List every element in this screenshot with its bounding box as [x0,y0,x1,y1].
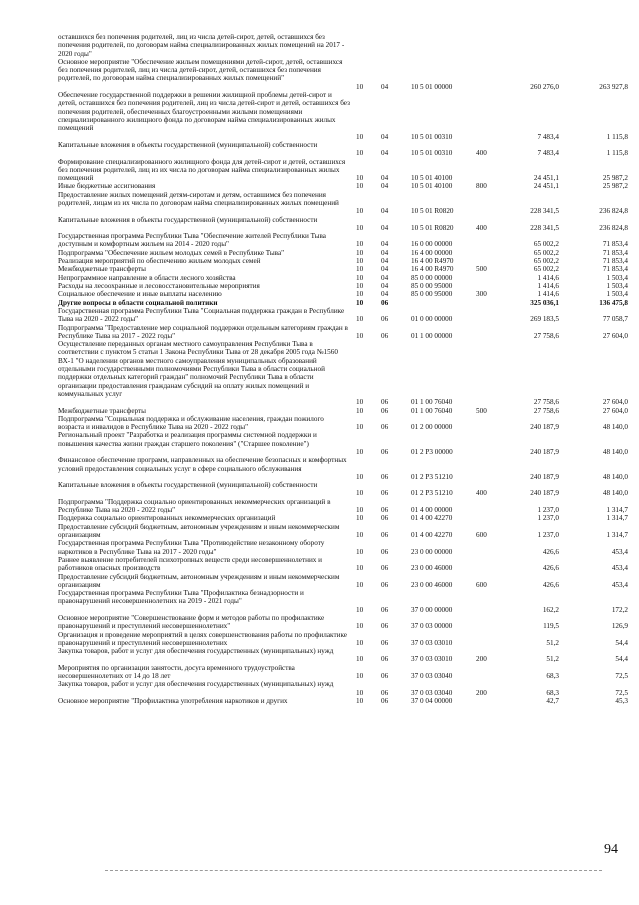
row-name: Другие вопросы в области социальной политики [58,298,218,307]
table-row [0,340,639,406]
row-subsection: 06 [381,406,389,415]
row-name: Предоставление жилых помещений детям-сиротам и детям, оставшимся без попечения родителей, лицам из их числа по договорам найма специализированных жилых помещений [58,190,339,207]
row-section: 10 [356,315,364,324]
row-amount-year1: 27 758,6 [533,406,559,415]
row-section: 10 [356,530,364,539]
row-name: Финансовое обеспечение программ, направленных на обеспечение безопасных и комфортных условий предоставления социальных услуг в сфере социального обслуживания [58,456,347,473]
row-name: Подпрограмма "Поддержка социально ориентированных некоммерческих организаций в Республике Тыва на 2020 - 2022 годы" [58,497,331,515]
row-section: 10 [356,257,364,266]
row-name: Поддержка социально ориентированных некоммерческих организаций [58,514,276,523]
row-amount-year1: 1 237,0 [537,514,559,523]
row-amount-year2: 48 140,0 [602,447,628,456]
row-amount-year1: 7 483,4 [537,132,559,141]
row-name: Государственная программа Республики Тыва "Социальная поддержка граждан в Республике Тыва на 2020 - 2022 годы" [58,306,345,324]
row-section: 10 [356,223,364,232]
row-amount-year1: 27 758,6 [533,331,559,340]
row-expense-type: 200 [476,655,487,664]
row-amount-year1: 426,6 [542,580,559,589]
row-amount-year2: 54,4 [615,655,628,664]
row-section: 10 [356,174,364,183]
row-section: 10 [356,622,364,631]
row-subsection: 06 [381,506,389,515]
row-expense-type: 400 [476,489,487,498]
row-section: 10 [356,447,364,456]
row-subsection: 06 [381,672,389,681]
row-subsection: 06 [381,398,389,407]
row-target-article: 23 0 00 46000 [411,564,453,573]
row-target-article: 01 2 P3 00000 [411,447,453,456]
row-subsection: 06 [381,315,389,324]
row-amount-year2: 1 503,4 [606,273,628,282]
table-row [0,556,639,573]
row-name: Основное мероприятие "Профилактика употребления наркотиков и других [58,697,288,705]
table-row [0,216,639,233]
row-amount-year1: 65 002,2 [533,257,559,266]
row-subsection: 04 [381,223,389,232]
row-amount-year1: 68,3 [546,688,559,697]
row-target-article: 16 4 00 R4970 [411,257,454,266]
row-subsection: 06 [381,530,389,539]
row-amount-year2: 71 853,4 [602,257,628,266]
table-row [0,232,639,249]
row-subsection: 06 [381,472,389,481]
row-subsection: 04 [381,282,389,290]
row-subsection: 06 [381,331,389,340]
row-name: Закупка товаров, работ и услуг для обеспечения государственных (муниципальных) нужд [58,647,334,656]
table-row [0,249,639,257]
table-row [0,265,639,273]
row-subsection: 04 [381,82,389,91]
row-target-article: 37 0 03 03040 [411,672,453,681]
row-amount-year1: 42,7 [546,697,559,705]
row-subsection: 04 [381,273,389,282]
row-name: Социальное обеспечение и иные выплаты населению [58,290,222,299]
row-amount-year2: 453,4 [611,580,628,589]
row-expense-type: 500 [476,265,487,274]
row-amount-year1: 65 002,2 [533,240,559,249]
row-subsection: 06 [381,547,389,556]
row-target-article: 23 0 00 46000 [411,580,453,589]
row-name: Осуществление переданных органам местного самоуправления Республики Тыва в соответствии с пунктом 5 статьи 1 Закона Республики Тыва от 28 декабря 2005 года №1560 ВХ-1 "О наделении органов местного самоуправления муниципальных образований отдельными государственными полномочиями Республики Тыва в области социальной поддержки отдельных категорий граждан" полномочий Республики Тыва в области организации предоставления гражданам субсидий на оплату жилых помещений и коммунальных услуг [58,340,338,398]
table-row [0,631,639,648]
row-target-article: 10 5 01 R0820 [411,223,454,232]
row-section: 10 [356,149,364,158]
row-target-article: 85 0 00 00000 [411,273,453,282]
row-name: Подпрограмма "Социальная поддержка и обслуживание населения, граждан пожилого возраста и инвалидов в Республике Тыва на 2020 - 2022 годы" [58,414,324,432]
row-section: 10 [356,273,364,282]
row-amount-year2: 236 824,8 [599,207,628,216]
row-section: 10 [356,207,364,216]
row-target-article: 10 5 01 R0820 [411,207,454,216]
row-name: Обеспечение государственной поддержки в решении жилищной проблемы детей-сирот и детей, оставшихся без попечения родителей, лиц из числа детей-сирот и детей, оставшихся без попечения родителей, обеспеченных благоустроенными жилыми помещениями специализированного жилищного фонда по договорам найма специализированных жилых помещений [58,91,350,133]
row-name: Расходы на лесоохранные и лесовосстановительные мероприятия [58,282,260,290]
row-section: 10 [356,240,364,249]
row-section: 10 [356,580,364,589]
table-row [0,91,639,141]
table-row [0,182,639,190]
row-amount-year1: 1 414,6 [537,273,559,282]
row-amount-year1: 24 451,1 [533,182,559,191]
row-amount-year2: 72,5 [615,672,628,681]
row-target-article: 37 0 03 03040 [411,688,453,697]
row-target-article: 01 4 00 00000 [411,506,453,515]
row-section: 10 [356,514,364,523]
row-amount-year2: 54,4 [615,638,628,647]
row-name: Межбюджетные трансферты [58,265,146,274]
row-amount-year2: 25 987,2 [602,182,628,191]
row-subsection: 06 [381,564,389,573]
table-row [0,431,639,456]
row-section: 10 [356,672,364,681]
row-amount-year1: 240 187,9 [530,489,559,498]
row-amount-year1: 1 414,6 [537,290,559,299]
row-amount-year2: 25 987,2 [602,174,628,183]
row-amount-year2: 1 314,7 [606,514,628,523]
table-row [0,539,639,556]
row-amount-year2: 1 314,7 [606,530,628,539]
row-amount-year1: 1 237,0 [537,506,559,515]
row-section: 10 [356,564,364,573]
row-section: 10 [356,489,364,498]
row-target-article: 23 0 00 00000 [411,547,453,556]
row-amount-year1: 426,6 [542,564,559,573]
row-amount-year2: 1 503,4 [606,282,628,290]
row-name: Капитальные вложения в объекты государственной (муниципальной) собственности [58,481,318,490]
row-amount-year1: 24 451,1 [533,174,559,183]
row-amount-year2: 1 115,8 [606,149,628,158]
row-name: Капитальные вложения в объекты государственной (муниципальной) собственности [58,140,318,149]
row-name: Непрограммное направление в области лесного хозяйства [58,273,236,282]
row-target-article: 10 5 01 40100 [411,174,453,183]
row-expense-type: 400 [476,223,487,232]
row-target-article: 37 0 03 00000 [411,622,453,631]
row-amount-year1: 325 036,1 [530,298,559,307]
row-name: Государственная программа Республики Тыва "Профилактика безнадзорности и правонарушений несовершеннолетних на 2019 - 2021 годы" [58,589,304,606]
row-subsection: 04 [381,257,389,266]
row-amount-year2: 263 927,8 [599,82,628,91]
row-name: Закупка товаров, работ и услуг для обеспечения государственных (муниципальных) нужд [58,680,334,689]
table-row [0,307,639,324]
row-section: 10 [356,472,364,481]
row-section: 10 [356,282,364,290]
row-name: Иные бюджетные ассигнования [58,182,156,191]
row-name: Реализация мероприятий по обеспечению жильем молодых семей [58,257,261,266]
row-section: 10 [356,265,364,274]
row-target-article: 16 4 00 00000 [411,248,453,257]
row-name: оставшихся без попечения родителей, лиц из числа детей-сирот, детей, оставшихся без попечения родителей, по договорам найма специализированных жилых помещений на 2017 - 2020 годы" [58,33,345,58]
row-target-article: 10 5 01 00310 [411,149,453,158]
table-row [0,415,639,432]
row-target-article: 37 0 00 00000 [411,605,453,614]
row-name: Формирование специализированного жилищного фонда для детей-сирот и детей, оставшихся без попечения родителей, лиц из их числа по договорам найма специализированных жилых помещений [58,157,346,183]
row-target-article: 37 0 03 03010 [411,638,453,647]
row-target-article: 01 1 00 76040 [411,398,453,407]
row-amount-year1: 1 414,6 [537,282,559,290]
row-section: 10 [356,605,364,614]
row-amount-year1: 269 183,5 [530,315,559,324]
row-expense-type: 500 [476,406,487,415]
row-subsection: 06 [381,697,389,705]
table-row [0,647,639,664]
row-amount-year1: 65 002,2 [533,265,559,274]
row-amount-year2: 48 140,0 [602,472,628,481]
row-amount-year1: 7 483,4 [537,149,559,158]
row-subsection: 04 [381,290,389,299]
table-row [0,680,639,697]
row-section: 10 [356,697,364,705]
row-amount-year2: 1 503,4 [606,290,628,299]
row-target-article: 01 4 00 42270 [411,514,453,523]
row-subsection: 06 [381,489,389,498]
row-amount-year2: 71 853,4 [602,248,628,257]
row-subsection: 06 [381,298,389,307]
row-target-article: 01 2 00 00000 [411,423,453,432]
row-target-article: 16 4 00 R4970 [411,265,454,274]
bottom-rule [105,870,602,871]
row-amount-year2: 71 853,4 [602,240,628,249]
row-name: Региональный проект "Разработка и реализация программы системной поддержки и повышения качества жизни граждан старшего поколения" ("Старшее поколение") [58,431,317,448]
row-section: 10 [356,547,364,556]
row-subsection: 04 [381,132,389,141]
table-row [0,324,639,341]
row-amount-year1: 426,6 [542,547,559,556]
row-subsection: 06 [381,622,389,631]
row-name: Межбюджетные трансферты [58,406,146,415]
row-name: Государственная программа Республики Тыва "Обеспечение жителей Республики Тыва доступным и комфортным жильем на 2014 - 2020 годы" [58,232,326,249]
table-row [0,257,639,265]
row-name: Раннее выявление потребителей психотропных веществ среди несовершеннолетних и работников опасных производств [58,555,323,573]
row-amount-year2: 453,4 [611,547,628,556]
row-subsection: 06 [381,605,389,614]
table-row [0,523,639,540]
row-section: 10 [356,638,364,647]
table-row [0,158,639,183]
row-subsection: 04 [381,207,389,216]
row-target-article: 16 0 00 00000 [411,240,453,249]
table-row [0,58,639,91]
row-amount-year1: 162,2 [542,605,559,614]
table-row [0,141,639,158]
table-row [0,282,639,290]
row-target-article: 85 0 00 95000 [411,282,453,290]
row-target-article: 10 5 01 00310 [411,132,453,141]
row-amount-year1: 260 276,0 [530,82,559,91]
row-section: 10 [356,82,364,91]
row-target-article: 85 0 00 95000 [411,290,453,299]
table-row [0,191,639,216]
row-subsection: 06 [381,688,389,697]
row-amount-year2: 136 475,8 [599,298,628,307]
row-name: Основное мероприятие "Совершенствование форм и методов работы по профилактике правонарушений и преступлений несовершеннолетних" [58,614,325,631]
row-name: Подпрограмма "Предоставление мер социальной поддержки отдельным категориям граждан в Республике Тыва на 2017 - 2022 годы" [58,323,348,340]
table-row [0,481,639,498]
row-subsection: 06 [381,580,389,589]
row-target-article: 37 0 03 03010 [411,655,453,664]
row-amount-year2: 48 140,0 [602,423,628,432]
row-amount-year2: 72,5 [615,688,628,697]
row-expense-type: 800 [476,182,487,191]
row-section: 10 [356,406,364,415]
row-amount-year1: 228 341,5 [530,207,559,216]
row-name: Мероприятия по организации занятости, досуга временного трудоустройства несовершеннолетних от 14 до 18 лет [58,663,295,681]
row-subsection: 04 [381,240,389,249]
row-subsection: 06 [381,514,389,523]
row-expense-type: 300 [476,290,487,299]
row-name: Предоставление субсидий бюджетным, автономным учреждениям и иным некоммерческим организациям [58,522,340,539]
table-row [0,573,639,590]
row-subsection: 04 [381,248,389,257]
row-name: Капитальные вложения в объекты государственной (муниципальной) собственности [58,215,318,224]
row-expense-type: 600 [476,580,487,589]
row-amount-year1: 240 187,9 [530,423,559,432]
row-section: 10 [356,132,364,141]
row-subsection: 04 [381,265,389,274]
row-expense-type: 200 [476,688,487,697]
row-subsection: 06 [381,655,389,664]
table-row [0,299,639,307]
table-row [0,290,639,298]
row-name: Подпрограмма "Обеспечение жильем молодых семей в Республике Тыва" [58,248,285,257]
row-section: 10 [356,398,364,407]
row-section: 10 [356,506,364,515]
table-row [0,614,639,631]
row-amount-year2: 172,2 [611,605,628,614]
table-row [0,456,639,481]
row-target-article: 10 5 01 40100 [411,182,453,191]
table-row [0,407,639,415]
row-amount-year2: 236 824,8 [599,223,628,232]
row-amount-year2: 27 604,0 [602,406,628,415]
row-target-article: 01 4 00 42270 [411,530,453,539]
row-name: Организация и проведение мероприятий в целях совершенствования работы по профилактике правонарушений и преступлений несовершеннолетних [58,630,347,647]
table-row [0,514,639,522]
table-row [0,274,639,282]
row-amount-year1: 27 758,6 [533,398,559,407]
row-name: Основное мероприятие "Обеспечение жильем помещениями детей-сирот, детей, оставшихся без попечения родителей, лиц из числа детей-сирот, детей, оставшихся без попечения родителей, по договорам найма специализированных жилых помещений" [58,57,343,83]
row-section: 10 [356,688,364,697]
row-amount-year2: 1 115,8 [606,132,628,141]
table-row [0,589,639,614]
row-amount-year1: 240 187,9 [530,472,559,481]
row-target-article: 37 0 04 00000 [411,697,453,705]
row-subsection: 04 [381,149,389,158]
table-row [0,664,639,681]
table-row [0,498,639,515]
row-subsection: 04 [381,174,389,183]
row-expense-type: 400 [476,149,487,158]
row-target-article: 10 5 01 00000 [411,82,453,91]
row-amount-year2: 45,3 [615,697,628,705]
row-amount-year1: 240 187,9 [530,447,559,456]
row-target-article: 01 1 00 00000 [411,331,453,340]
row-section: 10 [356,182,364,191]
row-name: Государственная программа Республики Тыва "Противодействие незаконному обороту наркотиков в Республике Тыва на 2017 - 2020 годы" [58,539,325,556]
row-target-article: 01 2 P3 51210 [411,472,453,481]
row-amount-year2: 27 604,0 [602,398,628,407]
row-amount-year1: 1 237,0 [537,530,559,539]
row-subsection: 04 [381,182,389,191]
row-name: Предоставление субсидий бюджетным, автономным учреждениям и иным некоммерческим организациям [58,572,340,589]
row-amount-year1: 68,3 [546,672,559,681]
row-subsection: 06 [381,447,389,456]
row-expense-type: 600 [476,530,487,539]
row-amount-year1: 228 341,5 [530,223,559,232]
row-subsection: 06 [381,423,389,432]
row-amount-year1: 51,2 [546,655,559,664]
row-amount-year1: 65 002,2 [533,248,559,257]
row-amount-year1: 119,5 [543,622,559,631]
row-amount-year2: 77 058,7 [602,315,628,324]
row-amount-year2: 27 604,0 [602,331,628,340]
row-target-article: 01 0 00 00000 [411,315,453,324]
row-section: 10 [356,298,364,307]
row-target-article: 01 2 P3 51210 [411,489,453,498]
row-amount-year2: 126,9 [611,622,628,631]
row-amount-year2: 71 853,4 [602,265,628,274]
table-row [0,33,639,58]
row-section: 10 [356,331,364,340]
row-subsection: 06 [381,638,389,647]
row-amount-year1: 51,2 [546,638,559,647]
table-row [0,697,639,705]
row-amount-year2: 48 140,0 [602,489,628,498]
row-amount-year2: 453,4 [611,564,628,573]
row-section: 10 [356,290,364,299]
row-section: 10 [356,248,364,257]
row-section: 10 [356,655,364,664]
page-number: 94 [604,842,618,857]
row-amount-year2: 1 314,7 [606,506,628,515]
row-target-article: 01 1 00 76040 [411,406,453,415]
row-section: 10 [356,423,364,432]
